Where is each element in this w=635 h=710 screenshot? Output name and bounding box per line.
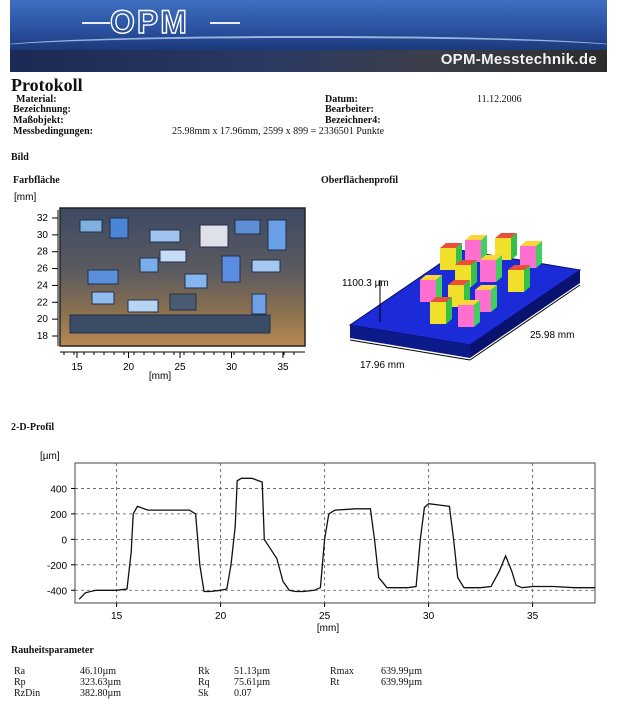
colormap-y-tick-label: 30 [36,229,48,241]
roughness-row [14,677,467,688]
bearbeiter-label: Bearbeiter: [325,104,374,115]
colormap-y-tick-label: 26 [36,263,48,275]
messbedingungen-value: 25.98mm x 17.96mm, 2599 x 899 = 2336501 Punkte [172,126,385,137]
surface-block-front [520,246,536,268]
surface-block-front [420,280,436,302]
colormap-x-tick-label: 20 [122,362,135,373]
colormap-component [150,230,180,242]
roughness-param-value: 382.80µm [80,688,122,699]
opm-logo: OPM [110,4,189,40]
header-banner [10,0,607,72]
roughness-param-value: 46.10µm [80,666,117,677]
colormap-component [80,220,102,232]
colormap-x-label: [mm] [148,371,172,382]
chart-y-axis [47,484,75,597]
colormap-y-tick-label: 22 [36,297,48,309]
section-oberflaechenprofil: Oberflächenprofil [321,175,399,186]
profile-series-line [79,478,595,599]
site-url: OPM-Messtechnik.de [440,51,597,68]
chart-y-tick-label: -400 [46,586,67,598]
logo-line-right [210,22,240,24]
colormap-component [252,260,280,272]
colormap-component [235,220,260,234]
chart-x-tick-label: 25 [319,611,331,622]
colormap-component [222,256,240,282]
chart-y-unit: [µm] [40,451,60,462]
surface3d-figure [330,210,600,380]
surface-block-front [440,248,456,270]
colormap-component [170,294,196,310]
logo-line-left [82,22,110,24]
colormap-component [110,218,128,238]
roughness-param-value: 51.13µm [234,666,271,677]
roughness-param-name: RzDin [14,688,41,699]
profile-chart [10,448,610,638]
material-label: Material: [16,94,57,105]
surface-block-front [458,305,474,327]
datum-value: 11.12.2006 [477,94,522,105]
colormap-component [160,250,186,262]
section-farbflaeche: Farbfläche [13,175,60,186]
roughness-param-value: 639.99µm [381,666,423,677]
bezeichnung-label: Bezeichnung: [13,104,71,115]
roughness-row [14,666,467,677]
chart-x-unit: [mm] [316,623,340,634]
colormap-y-tick-label: 32 [36,213,48,224]
roughness-param-name: Rmax [330,666,354,677]
roughness-param-name: Rq [198,677,210,688]
chart-grid [75,463,595,603]
colormap-figure [10,190,310,385]
section-rauheit: Rauheitsparameter [11,645,94,656]
colormap-component [252,294,266,314]
roughness-param-value: 639.99µm [381,677,423,688]
chart-x-tick-label: 15 [111,611,123,622]
chart-x-tick-label: 35 [527,611,539,622]
chart-x-tick-label: 20 [215,611,227,622]
colormap-y-tick-label: 18 [36,331,48,342]
roughness-param-name: Rt [330,677,340,688]
colormap-x-tick-label: 35 [277,362,289,373]
bezeichner4-label: Bezeichner4: [325,115,381,126]
roughness-param-name: Ra [14,666,26,677]
datum-label: Datum: [325,94,358,105]
colormap-component [92,292,114,304]
surface-x-extent-label: 25.98 mm [530,330,575,341]
page-title: Protokoll [11,75,83,95]
roughness-row [14,688,467,699]
surface-y-extent-label: 17.96 mm [360,360,405,371]
colormap-x-tick-label: 30 [225,362,238,373]
chart-y-tick-label: 0 [61,535,67,547]
colormap-x-tick-label: 25 [174,362,186,373]
roughness-param-value: 0.07 [234,688,252,699]
messbedingungen-label: Messbedingungen: [13,126,94,137]
chart-frame [75,463,595,603]
colormap-y-tick-label: 28 [36,246,48,258]
roughness-param-name: Rp [14,677,26,688]
roughness-param-name [330,688,381,699]
colormap-y-tick-label: 20 [36,314,48,326]
surface-block-front [508,270,524,292]
surface-height-label: 1100.3 µm [342,278,389,289]
colormap-component [185,274,207,288]
chart-y-tick-label: 200 [50,509,67,521]
chart-x-tick-label: 30 [423,611,435,622]
surface-block-front [480,260,496,282]
section-2d-profil: 2-D-Profil [11,422,55,433]
colormap-component [140,258,158,272]
colormap-unit-label: [mm] [14,192,37,203]
chart-y-tick-label: 400 [50,484,67,496]
colormap-y-axis [37,210,58,346]
roughness-table [14,666,467,699]
colormap-component [268,220,286,250]
roughness-param-name: Rk [198,666,210,677]
colormap-component [88,270,118,284]
chart-x-axis [111,603,539,622]
chart-y-tick-label: -200 [46,560,67,572]
surface-block-front [465,240,481,262]
roughness-param-value: 75.61µm [234,677,271,688]
roughness-param-value [381,688,467,699]
colormap-component [128,300,158,312]
surface-block-front [430,302,446,324]
massobjekt-label: Maßobjekt: [13,115,64,126]
section-bild: Bild [11,152,29,163]
colormap-x-tick-label: 15 [71,362,83,373]
colormap-component [70,315,270,333]
roughness-param-name: Sk [198,688,209,699]
colormap-component [200,225,228,247]
roughness-param-value: 323.63µm [80,677,122,688]
colormap-x-axis [60,352,305,373]
colormap-y-tick-label: 24 [36,280,48,292]
